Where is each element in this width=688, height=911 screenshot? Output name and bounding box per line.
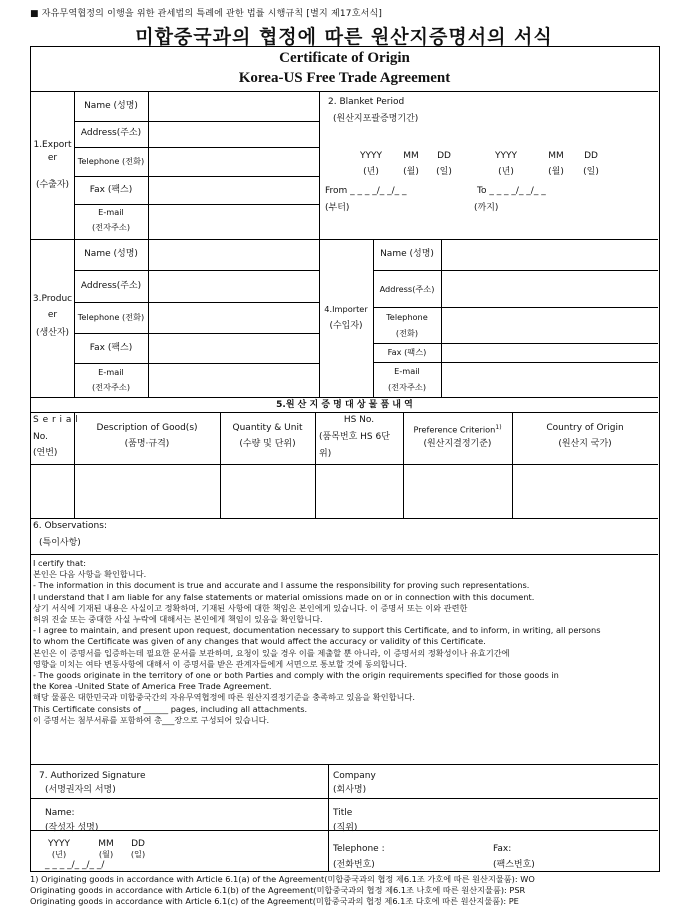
rule xyxy=(74,363,319,364)
rule xyxy=(441,239,442,397)
exporter-label: 1.Export xyxy=(33,140,72,150)
producer-telephone-label: Telephone (전화) xyxy=(77,312,145,322)
certification-line: - The goods originate in the territory of one or both Parties and comply with the origin requirements specified for those goods in xyxy=(33,670,559,681)
observations-title-kr: (특이사항) xyxy=(39,538,81,548)
certification-line: 본인은 다음 사항을 확인합니다. xyxy=(33,569,147,580)
rule xyxy=(31,412,658,413)
observations-title: 6. Observations: xyxy=(33,521,107,531)
rule xyxy=(31,798,658,799)
rule xyxy=(31,518,658,519)
certification-line: the Korea -United State of America Free Trade Agreement. xyxy=(33,681,272,692)
sig-mm: MM xyxy=(98,839,114,849)
rule xyxy=(373,343,658,344)
from-dd-kr: (일) xyxy=(436,167,452,177)
producer-label-kr: (생산자) xyxy=(35,328,70,338)
sig-dd: DD xyxy=(131,839,145,849)
hs-header: HS No. xyxy=(343,415,375,425)
rule xyxy=(319,91,320,397)
preference-header-text: Preference Criterion xyxy=(413,424,496,435)
rule xyxy=(31,239,658,240)
exporter-address-label: Address(주소) xyxy=(80,128,142,138)
preference-header xyxy=(403,422,512,436)
certification-line: 해당 물품은 대한민국과 미합중국간의 자유무역협정에 따른 원산지결정기준을 충족하고 있음을 확인합니다. xyxy=(33,692,415,703)
rule xyxy=(74,147,319,148)
preference-header-kr: (원산지결정기준) xyxy=(423,439,492,449)
certification-line: I certify that: xyxy=(33,558,86,568)
company-label-kr: (회사명) xyxy=(333,785,367,795)
certification-line: This Certificate consists of ______ pages, including all attachments. xyxy=(33,703,308,714)
rule xyxy=(148,91,149,397)
producer-email-label-kr: (전자주소) xyxy=(91,382,131,392)
cert-title-line2: Korea-US Free Trade Agreement xyxy=(238,70,451,86)
signature-title: 7. Authorized Signature xyxy=(39,771,146,781)
from-dd: DD xyxy=(437,151,451,161)
rule xyxy=(373,307,658,308)
signature-date-field[interactable]: _ _ _ _/_ _/_ _/ xyxy=(45,860,105,870)
importer-fax-label: Fax (팩스) xyxy=(387,347,427,357)
hs-header-kr-2: 위) xyxy=(319,449,332,459)
rule xyxy=(31,764,658,765)
footnotes xyxy=(30,874,535,907)
rule xyxy=(373,270,658,271)
telephone-label: Telephone : xyxy=(333,844,385,854)
certification-line: 상기 서식에 기재된 내용은 사실이고 정확하며, 기재된 사항에 대한 책임은 본인에게 있습니다. 이 증명서 또는 이와 관련한 xyxy=(33,602,468,613)
importer-email-label: E-mail xyxy=(394,366,420,376)
title-label-kr: (직위) xyxy=(333,823,358,833)
sig-dd-kr: (일) xyxy=(130,849,146,859)
from-mm: MM xyxy=(403,151,419,161)
cert-title-line1: Certificate of Origin xyxy=(279,50,410,66)
certification-line: 허위 진술 또는 중대한 사실 누락에 대해서는 본인에게 책임이 있음을 확인합니다. xyxy=(33,614,323,625)
certification-line: 본인은 이 증명서를 입증하는데 필요한 문서를 보관하며, 요청이 있을 경우 이를 제출할 뿐 아니라, 이 증명서의 정확성이나 유효기간에 xyxy=(33,647,510,658)
fax-label-kr: (팩스번호) xyxy=(493,860,535,870)
to-mm: MM xyxy=(548,151,564,161)
header-note: ■ 자유무역협정의 이행을 위한 관세법의 특례에 관한 법률 시행규칙 [별지 제17호서식] xyxy=(30,9,383,19)
hs-header-kr: (품목번호 HS 6단 xyxy=(319,432,390,442)
exporter-telephone-label: Telephone (전화) xyxy=(77,156,145,166)
to-dd-kr: (일) xyxy=(583,167,599,177)
certification-line: 이 증명서는 첨부서류를 포함하여 총___장으로 구성되어 있습니다. xyxy=(33,714,270,725)
quantity-header-kr: (수량 및 단위) xyxy=(239,439,296,449)
footnote-marker: 1) xyxy=(495,424,502,431)
footnote-line: 1) Originating goods in accordance with Article 6.1(a) of the Agreement(미합중국과의 협정 제6.1조 가호에 따른 원산지물품): WO xyxy=(30,874,535,884)
exporter-name-label: Name (성명) xyxy=(84,101,138,111)
certification-line: 영향을 미치는 여타 변동사항에 대해서 이 증명서를 받은 관계자들에게 서면으로 통보할 것에 동의합니다. xyxy=(33,658,407,669)
importer-label: 4.Importer xyxy=(324,304,368,314)
sig-yyyy: YYYY xyxy=(48,839,70,849)
company-label: Company xyxy=(333,771,376,781)
country-header: Country of Origin xyxy=(546,423,624,433)
exporter-email-label: E-mail xyxy=(98,207,124,217)
serial-header-no: No. xyxy=(33,432,48,442)
exporter-email-label-kr: (전자주소) xyxy=(91,222,131,232)
certification-text xyxy=(33,558,601,726)
goods-section-title: 5.원 산 지 증 명 대 상 물 품 내 역 xyxy=(276,400,413,410)
rule xyxy=(31,91,658,92)
producer-label: er xyxy=(47,310,58,320)
rule xyxy=(74,204,319,205)
title-label: Title xyxy=(333,808,353,818)
telephone-label-kr: (전화번호) xyxy=(333,860,375,870)
rule xyxy=(315,412,316,518)
description-header-kr: (품명·규격) xyxy=(124,439,170,449)
exporter-label-kr: (수출자) xyxy=(35,180,70,190)
rule xyxy=(74,333,319,334)
blanket-period-title: 2. Blanket Period xyxy=(328,97,405,107)
blanket-period-title-kr: (원산지포괄증명기간) xyxy=(333,114,419,124)
producer-address-label: Address(주소) xyxy=(80,281,142,291)
certification-line: to whom the Certificate was given of any changes that would affect the accuracy or validity of this Certificate. xyxy=(33,636,486,647)
rule xyxy=(31,554,658,555)
rule xyxy=(74,176,319,177)
rule xyxy=(74,121,319,122)
rule xyxy=(373,362,658,363)
signature-name-label-kr: (작성자 성명) xyxy=(45,823,99,833)
serial-header: S e r i a l xyxy=(33,415,79,425)
rule xyxy=(328,764,329,871)
to-mm-kr: (월) xyxy=(548,167,564,177)
description-header: Description of Good(s) xyxy=(96,423,198,433)
importer-telephone-label-kr: (전화) xyxy=(395,328,419,338)
certification-line: - I agree to maintain, and present upon request, documentation necessary to support this Certificate, and to inform, in writing, all persons xyxy=(33,625,601,636)
from-yyyy: YYYY xyxy=(360,151,382,161)
producer-fax-label: Fax (팩스) xyxy=(89,343,133,353)
producer-email-label: E-mail xyxy=(98,367,124,377)
certification-line: I understand that I am liable for any false statements or material omissions made on or in connection with this document. xyxy=(33,591,535,602)
certification-line: - The information in this document is true and accurate and I assume the responsibility for proving such representations. xyxy=(33,580,530,591)
exporter-fax-label: Fax (팩스) xyxy=(89,185,133,195)
to-label-kr: (까지) xyxy=(474,203,499,213)
footnote-line: Originating goods in accordance with Article 6.1(b) of the Agreement(미합중국과의 협정 제6.1조 나호에 따른 원산지물품): PSR xyxy=(30,885,526,895)
rule xyxy=(74,302,319,303)
to-date-field[interactable]: To _ _ _ _/_ _/_ _ xyxy=(477,186,546,196)
signature-title-kr: (서명권자의 서명) xyxy=(45,785,116,795)
signature-name-label: Name: xyxy=(45,808,75,818)
certificate-form xyxy=(30,46,660,872)
producer-name-label: Name (성명) xyxy=(84,249,138,259)
from-yyyy-kr: (년) xyxy=(363,167,379,177)
footnote-line: Originating goods in accordance with Article 6.1(c) of the Agreement(미합중국과의 협정 제6.1조 다호에 따른 원산지물품): PE xyxy=(30,896,519,906)
importer-telephone-label: Telephone xyxy=(386,312,428,322)
importer-address-label: Address(주소) xyxy=(379,284,435,294)
country-header-kr: (원산지 국가) xyxy=(558,439,612,449)
to-yyyy: YYYY xyxy=(495,151,517,161)
importer-label-kr: (수입자) xyxy=(329,321,363,331)
importer-name-label: Name (성명) xyxy=(380,249,434,259)
rule xyxy=(31,397,658,398)
from-label-kr: (부터) xyxy=(325,203,350,213)
from-mm-kr: (월) xyxy=(403,167,419,177)
to-yyyy-kr: (년) xyxy=(498,167,514,177)
rule xyxy=(74,270,319,271)
sig-mm-kr: (월) xyxy=(98,849,114,859)
producer-label: 3.Produc xyxy=(32,294,73,304)
form-title: 미합중국과의 협정에 따른 원산지증명서의 서식 xyxy=(135,26,553,48)
exporter-label: er xyxy=(47,153,58,163)
fax-label: Fax: xyxy=(493,844,512,854)
from-date-field[interactable]: From _ _ _ _/_ _/_ _ xyxy=(325,186,407,196)
rule xyxy=(31,464,658,465)
quantity-header: Quantity & Unit xyxy=(232,423,303,433)
to-dd: DD xyxy=(584,151,598,161)
sig-yyyy-kr: (년) xyxy=(51,849,67,859)
serial-header-kr: (연번) xyxy=(33,448,58,458)
importer-email-label-kr: (전자주소) xyxy=(387,382,427,392)
